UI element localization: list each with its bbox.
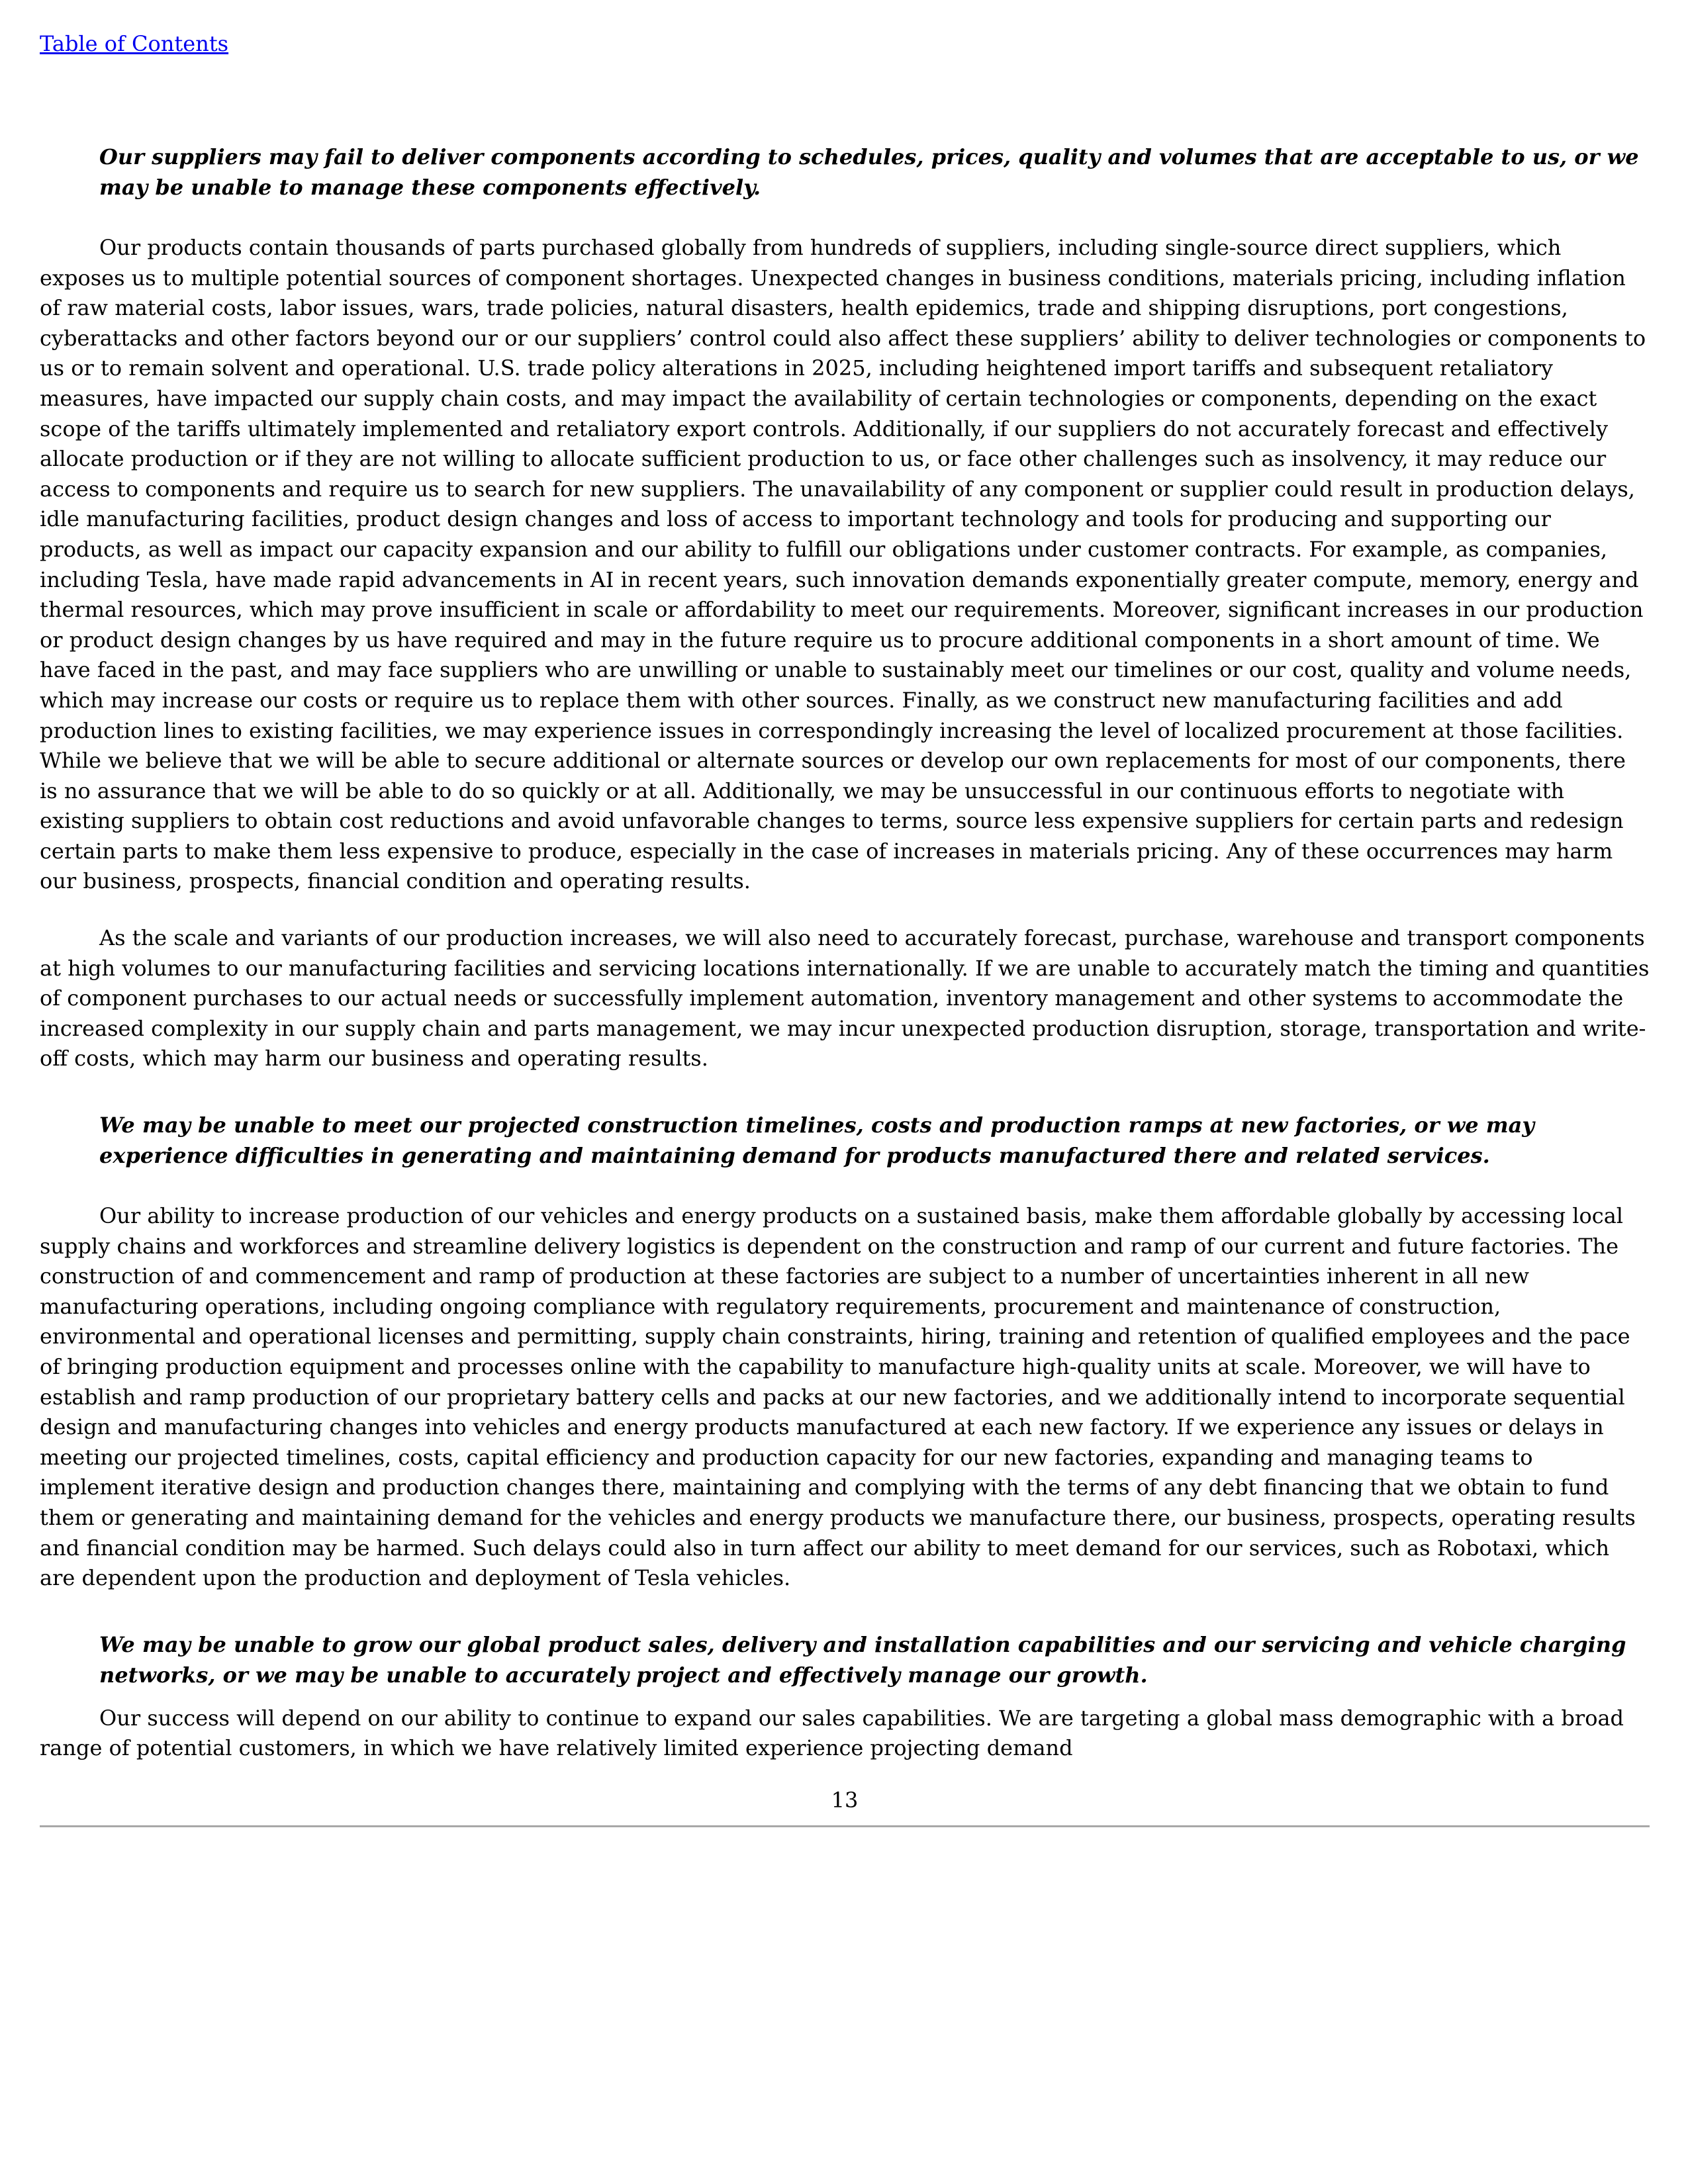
document-body [40, 142, 1650, 1764]
section-heading-growth: We may be unable to grow our global product sales, delivery and installation capabilities and our servicing and vehicle charging networks, or we may be unable to accurately project and effectively manage our growth. [99, 1631, 1626, 1688]
section-heading-factories: We may be unable to meet our projected construction timelines, costs and production ramps at new factories, or we may experience difficulties in generating and maintaining demand for products manufactured there and related services. [99, 1113, 1534, 1169]
page-divider [40, 1825, 1650, 1827]
table-of-contents-link[interactable]: Table of Contents [40, 31, 229, 56]
paragraph-suppliers-scale: As the scale and variants of our production increases, we will also need to accurately forecast, purchase, warehouse and transport components at high volumes to our manufacturing facilities and servicing locations internationally. If we are unable to accurately match the timing and quantities of component purchases to our actual needs or successfully implement automation, inventory management and other systems to accommodate the increased complexity in our supply chain and parts management, we may incur unexpected production disruption, storage, transportation and write-off costs, which may harm our business and operating results. [40, 925, 1650, 1071]
paragraph-suppliers-parts: Our products contain thousands of parts purchased globally from hundreds of suppliers, including single-source direct suppliers, which exposes us to multiple potential sources of component shortages. Unexpected changes in business conditions, materials pricing, including inflation of raw material costs, labor issues, wars, trade policies, natural disasters, health epidemics, trade and shipping disruptions, port congestions, cyberattacks and other factors beyond our or our suppliers’ control could also affect these suppliers’ ability to deliver technologies or components to us or to remain solvent and operational. U.S. trade policy alterations in 2025, including heightened import tariffs and subsequent retaliatory measures, have impacted our supply chain costs, and may impact the availability of certain technologies or components, depending on the exact scope of the tariffs ultimately implemented and retaliatory export controls. Additionally, if our suppliers do not accurately forecast and effectively allocate production or if they are not willing to allocate sufficient production to us, or face other challenges such as insolvency, it may reduce our access to components and require us to search for new suppliers. The unavailability of any component or supplier could result in production delays, idle manufacturing facilities, product design changes and loss of access to important technology and tools for producing and supporting our products, as well as impact our capacity expansion and our ability to fulfill our obligations under customer contracts. For example, as companies, including Tesla, have made rapid advancements in AI in recent years, such innovation demands exponentially greater compute, memory, energy and thermal resources, which may prove insufficient in scale or affordability to meet our requirements. Moreover, significant increases in our production or product design changes by us have required and may in the future require us to procure additional components in a short amount of time. We have faced in the past, and may face suppliers who are unwilling or unable to sustainably meet our timelines or our cost, quality and volume needs, which may increase our costs or require us to replace them with other sources. Finally, as we construct new manufacturing facilities and add production lines to existing facilities, we may experience issues in correspondingly increasing the level of localized procurement at those facilities. While we believe that we will be able to secure additional or alternate sources or develop our own replacements for most of our components, there is no assurance that we will be able to do so quickly or at all. Additionally, we may be unsuccessful in our continuous efforts to negotiate with existing suppliers to obtain cost reductions and avoid unfavorable changes to terms, source less expensive suppliers for certain parts and redesign certain parts to make them less expensive to produce, especially in the case of increases in materials pricing. Any of these occurrences may harm our business, prospects, financial condition and operating results. [40, 235, 1646, 894]
page-number: 13 [831, 1788, 859, 1813]
paragraph-growth-sales: Our success will depend on our ability to continue to expand our sales capabilities. We are targeting a global mass demographic with a broad range of potential customers, in which we have relatively limited experience projecting demand [40, 1705, 1624, 1761]
section-heading-suppliers: Our suppliers may fail to deliver components according to schedules, prices, quality and volumes that are acceptable to us, or we may be unable to manage these components effectively. [99, 144, 1639, 200]
paragraph-factories-production: Our ability to increase production of our vehicles and energy products on a sustained basis, make them affordable globally by accessing local supply chains and workforces and streamline delivery logistics is dependent on the construction and ramp of our current and future factories. The construction of and commencement and ramp of production at these factories are subject to a number of uncertainties inherent in all new manufacturing operations, including ongoing compliance with regulatory requirements, procurement and maintenance of construction, environmental and operational licenses and permitting, supply chain constraints, hiring, training and retention of qualified employees and the pace of bringing production equipment and processes online with the capability to manufacture high-quality units at scale. Moreover, we will have to establish and ramp production of our proprietary battery cells and packs at our new factories, and we additionally intend to incorporate sequential design and manufacturing changes into vehicles and energy products manufactured at each new factory. If we experience any issues or delays in meeting our projected timelines, costs, capital efficiency and production capacity for our new factories, expanding and managing teams to implement iterative design and production changes there, maintaining and complying with the terms of any debt financing that we obtain to fund them or generating and maintaining demand for the vehicles and energy products we manufacture there, our business, prospects, operating results and financial condition may be harmed. Such delays could also in turn affect our ability to meet demand for our services, such as Robotaxi, which are dependent upon the production and deployment of Tesla vehicles. [40, 1203, 1636, 1591]
